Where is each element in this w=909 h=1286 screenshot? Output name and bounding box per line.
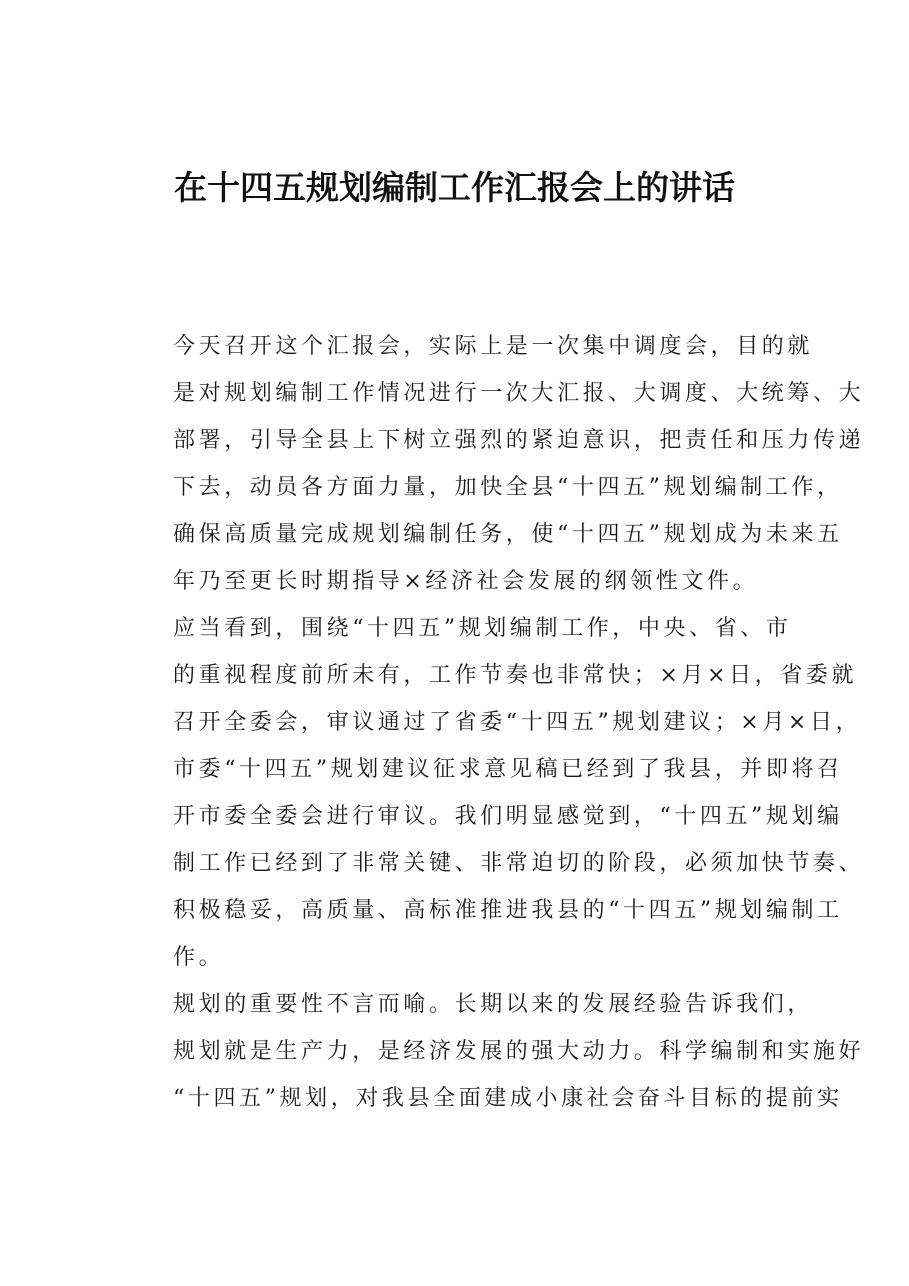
paragraph-line: 今天召开这个汇报会，实际上是一次集中调度会，目的就 [173,334,814,359]
paragraph-line: 应当看到，围绕“十四五”规划编制工作，中央、省、市 [173,616,792,641]
paragraph-line: 下去，动员各方面力量，加快全县“十四五”规划编制工作， [173,475,843,500]
paragraph-line: 是对规划编制工作情况进行一次大汇报、大调度、大统筹、大 [173,381,865,406]
paragraph-line: 召开全委会，审议通过了省委“十四五”规划建议；×月×日， [173,710,862,735]
paragraph-line: 积极稳妥，高质量、高标准推进我县的“十四五”规划编制工 [173,898,843,923]
paragraph-line: 确保高质量完成规划编制任务，使“十四五”规划成为未来五 [173,522,843,547]
paragraph-line: 部署，引导全县上下树立强烈的紧迫意识，把责任和压力传递 [173,428,865,453]
paragraph-1 [122,323,865,605]
document-body [122,323,865,1122]
paragraph-line: 规划就是生产力，是经济发展的强大动力。科学编制和实施好 [173,1039,865,1064]
document-title: 在十四五规划编制工作汇报会上的讲话 [174,168,735,207]
paragraph-line: 市委“十四五”规划建议征求意见稿已经到了我县，并即将召 [173,757,843,782]
paragraph-line: “十四五”规划，对我县全面建成小康社会奋斗目标的提前实 [173,1086,843,1111]
paragraph-line: 的重视程度前所未有，工作节奏也非常快；×月×日，省委就 [173,663,858,688]
paragraph-line: 作。 [173,945,225,970]
paragraph-2 [122,605,865,981]
paragraph-line: 制工作已经到了非常关键、非常迫切的阶段，必须加快节奏、 [173,851,865,876]
paragraph-line: 年乃至更长时期指导×经济社会发展的纲领性文件。 [173,569,759,594]
paragraph-3 [122,981,865,1122]
paragraph-line: 规划的重要性不言而喻。长期以来的发展经验告诉我们， [173,992,814,1017]
paragraph-line: 开市委全委会进行审议。我们明显感觉到，“十四五”规划编 [173,804,843,829]
